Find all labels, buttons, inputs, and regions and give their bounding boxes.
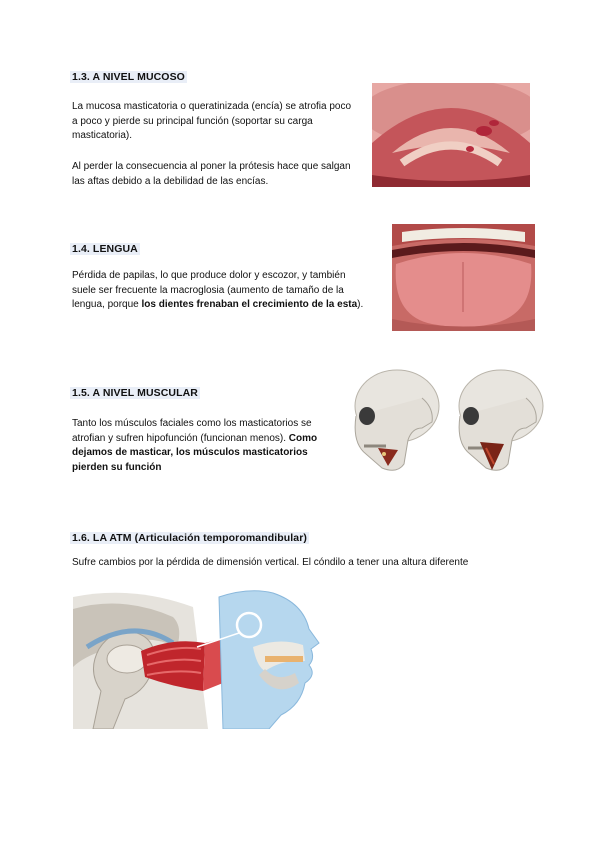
atm-paragraph: Sufre cambios por la pérdida de dimensión vertical. El cóndilo a tener una altura diferente [72, 557, 469, 568]
heading-mucoso: 1.3. A NIVEL MUCOSO [72, 71, 185, 83]
muscular-bold-text: Como dejamos de masticar, los músculos masticatorios pierden su función [72, 432, 318, 473]
lengua-text-end: ). [357, 299, 364, 310]
mucoso-paragraph-2: Al perder la consecuencia al poner la prótesis hace que salgan las aftas debido a la debilidad de las encías. [72, 161, 351, 187]
heading-muscular: 1.5. A NIVEL MUSCULAR [72, 387, 198, 399]
tongue-image [392, 224, 535, 331]
muscular-paragraph [72, 417, 334, 475]
mucoso-paragraph-1: La mucosa masticatoria o queratinizada (encía) se atrofia poco a poco y pierde su principal función (soportar su carga masticatoria). [72, 101, 352, 141]
muscular-text: Tanto los músculos faciales como los masticatorios se atrofian y sufren hipofunción (funcionan menos). [72, 418, 312, 444]
lengua-paragraph [72, 269, 368, 313]
atm-joint-image [73, 587, 329, 729]
lengua-bold-text: los dientes frenaban el crecimiento de la esta [141, 299, 358, 310]
heading-lengua: 1.4. LENGUA [72, 243, 138, 255]
heading-atm: 1.6. LA ATM (Articulación temporomandibular) [72, 532, 308, 544]
lengua-text: Pérdida de papilas, lo que produce dolor y escozor, y también suele ser frecuente la macroglosia (aumento de tamaño de la lengua, porque [72, 270, 346, 310]
skulls-image [342, 368, 550, 480]
palate-mucosa-image [372, 83, 530, 187]
